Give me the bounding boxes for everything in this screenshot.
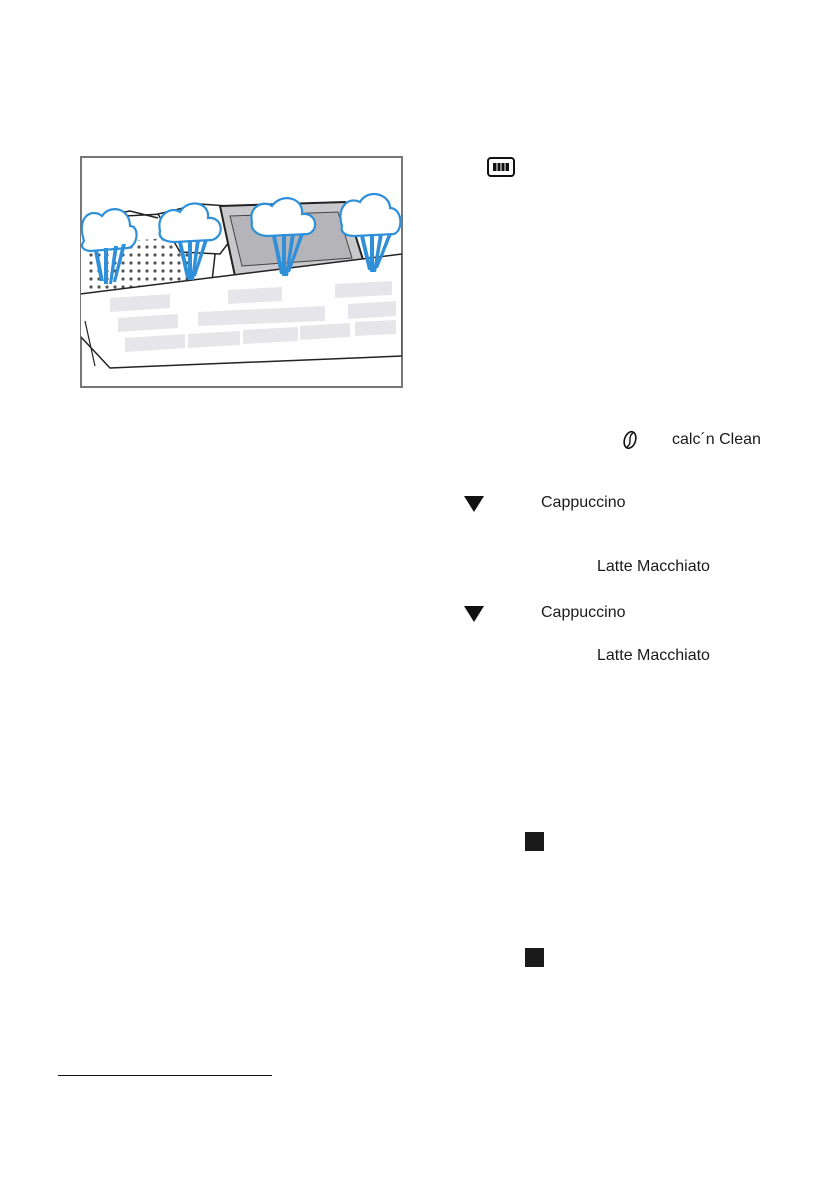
footnote-separator <box>58 1075 272 1076</box>
menu-item-cappuccino: Cappuccino <box>541 494 626 511</box>
coffee-bean-icon <box>622 429 638 456</box>
drip-tray-icon <box>486 156 516 183</box>
clean-indicator-text: calc´n Clean <box>672 431 761 448</box>
down-arrow-icon <box>464 496 484 512</box>
menu-item-latte-macchiato: Latte Macchiato <box>597 558 710 575</box>
stop-button-icon <box>525 832 544 851</box>
stop-button-icon <box>525 948 544 967</box>
steam-illustration <box>80 156 403 388</box>
menu-item-latte-macchiato: Latte Macchiato <box>597 647 710 664</box>
menu-item-cappuccino: Cappuccino <box>541 604 626 621</box>
steam-illustration-svg <box>80 156 403 388</box>
down-arrow-icon <box>464 606 484 622</box>
